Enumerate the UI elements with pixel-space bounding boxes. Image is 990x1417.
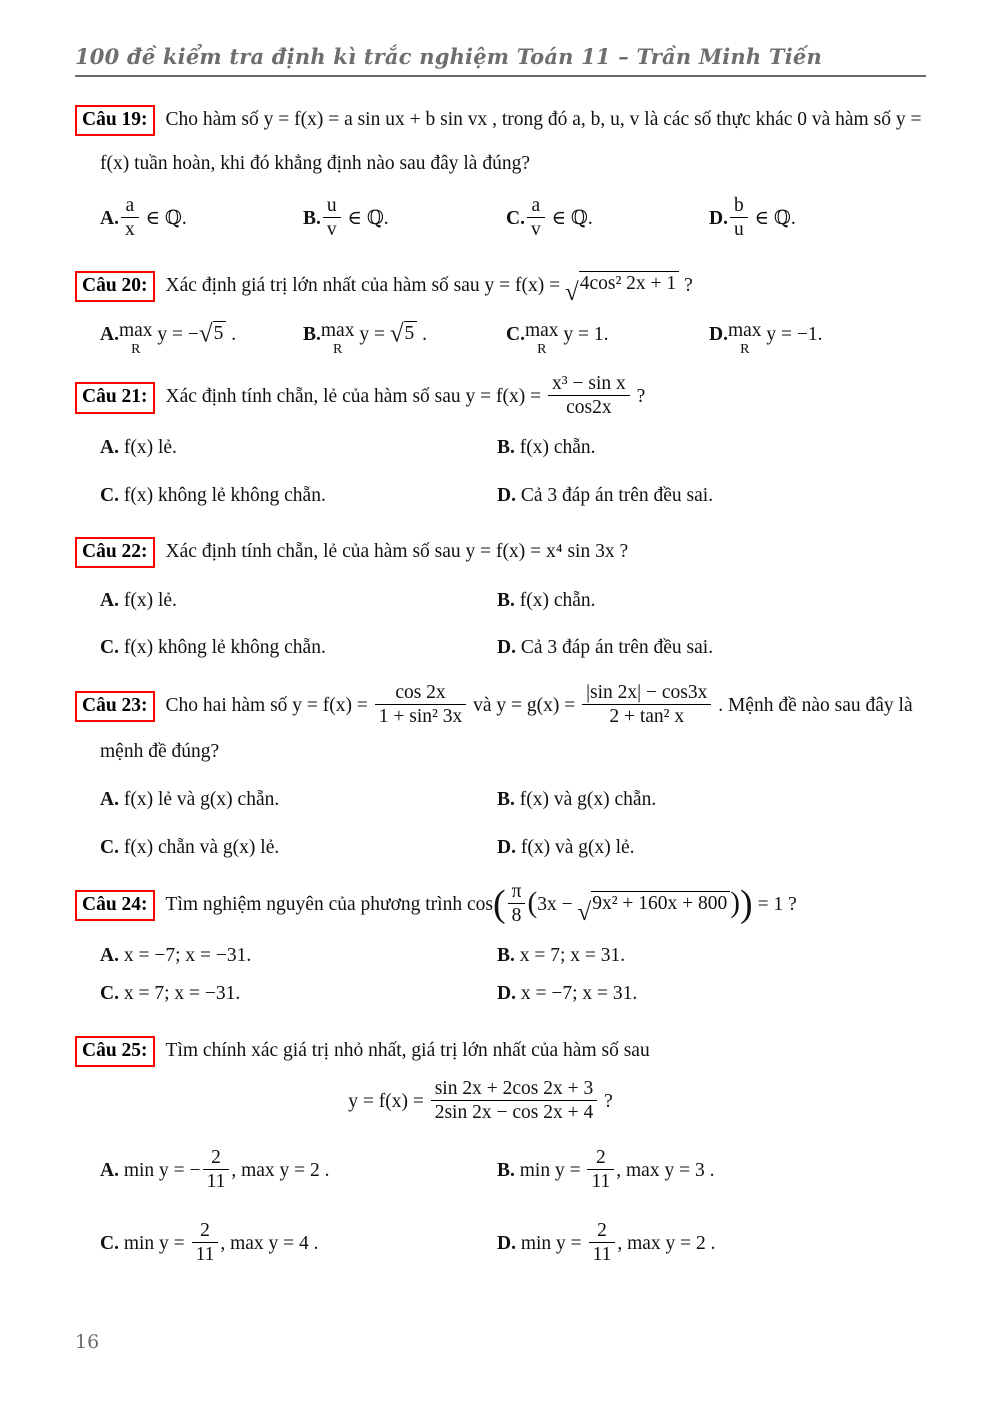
text-run: = 1 ?: [752, 894, 797, 916]
fraction-numerator: 2: [211, 1146, 221, 1168]
option-letter: A.: [100, 945, 119, 967]
math-fraction: [582, 681, 711, 728]
question-label: Câu 23:: [75, 691, 155, 722]
fraction-numerator: |sin 2x| − cos3x: [586, 681, 708, 703]
fraction-numerator: a: [125, 194, 135, 216]
option-letter: C.: [506, 207, 525, 229]
fraction-denominator: x: [121, 217, 139, 241]
page-number: 16: [75, 1331, 100, 1353]
question-body: [75, 530, 926, 574]
option-c: [100, 835, 497, 861]
question-text: [165, 881, 797, 927]
option-c: [100, 1221, 497, 1268]
fraction-denominator: v: [323, 217, 341, 241]
text-run: .: [226, 324, 237, 346]
fraction-denominator: 1 + sin² 3x: [375, 704, 466, 728]
fraction-numerator: 2: [596, 1146, 606, 1168]
radical-sign-icon: √: [198, 320, 213, 348]
text-run: min y =: [515, 1232, 587, 1254]
fraction-numerator: a: [531, 194, 541, 216]
question-body: [75, 98, 926, 186]
option-letter: C.: [100, 484, 119, 506]
math-fraction: [589, 1219, 616, 1266]
text-run: , max y = 2 .: [617, 1232, 716, 1254]
operator-name: max: [320, 320, 355, 342]
fraction-numerator: 2: [597, 1219, 607, 1241]
radical-sign-icon: √: [389, 320, 404, 348]
option-c: [506, 318, 709, 357]
text-run: y = f(x) =: [348, 1090, 429, 1112]
option-letter: A.: [100, 437, 119, 459]
question-23: [75, 683, 926, 862]
option-a: [100, 435, 497, 461]
option-letter: C.: [100, 1232, 119, 1254]
option-letter: B.: [497, 789, 515, 811]
question-body: [75, 683, 926, 774]
text-run: , max y = 3 .: [616, 1159, 715, 1181]
question-20: [75, 264, 926, 357]
option-letter: B.: [497, 437, 515, 459]
text-run: f(x) lẻ.: [118, 589, 177, 611]
page-header: 100 đề kiểm tra định kì trắc nghiệm Toán 11 – Trần Minh Tiến: [75, 44, 926, 77]
options-grid: [100, 787, 926, 861]
text-run: f(x) không lẻ không chẵn.: [118, 637, 326, 659]
option-letter: A.: [100, 789, 119, 811]
math-fraction: [548, 372, 630, 419]
options-grid: [100, 435, 926, 509]
text-run: y = 1.: [558, 324, 609, 346]
fraction-numerator: x³ − sin x: [552, 373, 626, 395]
radicand: 4cos² 2x + 1: [579, 271, 679, 294]
fraction-denominator: 2 + tan² x: [582, 704, 711, 728]
question-body: [75, 882, 926, 929]
option-letter: C.: [100, 983, 119, 1005]
text-run: x = 7; x = 31.: [514, 945, 626, 967]
option-letter: B.: [497, 945, 515, 967]
text-run: min y = −: [118, 1159, 201, 1181]
fraction-denominator: v: [527, 217, 545, 241]
radicand: 5: [404, 321, 418, 344]
fraction-denominator: 11: [203, 1169, 230, 1193]
option-d: [497, 1221, 926, 1268]
fraction-denominator: 2sin 2x − cos 2x + 4: [431, 1100, 598, 1124]
fraction-denominator: 11: [192, 1242, 219, 1266]
question-text: [100, 681, 913, 762]
option-c: [100, 483, 497, 509]
text-run: ∈ ℚ.: [749, 207, 796, 229]
text-run: min y =: [514, 1159, 586, 1181]
text-run: f(x) và g(x) chẵn.: [514, 789, 657, 811]
option-a: [100, 318, 303, 357]
math-fraction: [587, 1146, 614, 1193]
question-text: [166, 1040, 650, 1061]
text-run: f(x) chẵn.: [514, 589, 596, 611]
question-text: [166, 541, 629, 562]
option-b: [497, 787, 926, 813]
option-letter: D.: [497, 484, 516, 506]
option-b: [497, 1148, 926, 1195]
fraction-denominator: u: [730, 217, 748, 241]
option-c: [100, 981, 497, 1007]
math-fraction: [323, 194, 341, 241]
text-run: và y = g(x) =: [468, 694, 581, 716]
option-letter: A.: [100, 589, 119, 611]
option-b: [497, 435, 926, 461]
question-21: [75, 374, 926, 509]
text-run: f(x) và g(x) lẻ.: [515, 836, 635, 858]
text-run: min y =: [118, 1232, 190, 1254]
option-b: [497, 588, 926, 614]
text-run: , max y = 4 .: [220, 1232, 319, 1254]
math-radical: [390, 321, 417, 347]
fraction-numerator: b: [733, 194, 744, 216]
text-run: x = −7; x = −31.: [118, 945, 252, 967]
text-run: Cho hàm số y = f(x) = a sin ux + b sin vx , trong đó a, b, u, v là các số thực khác 0 và hàm số y = f(x) tuần hoàn, khi đó khẳng định nào sau đây là đúng?: [100, 109, 922, 174]
option-d: [497, 635, 926, 661]
math-paren: (: [527, 886, 538, 919]
radicand: 9x² + 160x + 800: [591, 891, 730, 914]
operator-name: max: [727, 320, 762, 342]
option-c: [100, 635, 497, 661]
question-text: [165, 373, 646, 419]
math-radical: [565, 262, 679, 306]
question-24: [75, 882, 926, 1008]
text-run: , max y = 2 .: [231, 1159, 330, 1181]
option-letter: A.: [100, 207, 119, 229]
fraction-denominator: 8: [508, 903, 526, 927]
option-d: [709, 318, 823, 357]
math-fraction: [192, 1219, 219, 1266]
text-run: Xác định giá trị lớn nhất của hàm số sau y = f(x) =: [165, 274, 566, 296]
text-run: Tìm nghiệm nguyên của phương trình cos: [165, 894, 493, 916]
text-run: y =: [354, 324, 390, 346]
question-label: Câu 20:: [75, 271, 155, 302]
text-run: f(x) chẵn và g(x) lẻ.: [118, 836, 280, 858]
option-a: [100, 787, 497, 813]
text-run: .: [417, 324, 428, 346]
option-letter: B.: [303, 324, 321, 346]
text-run: 3x −: [537, 894, 578, 916]
math-fraction: [121, 194, 139, 241]
operator-name: max: [118, 320, 153, 342]
option-letter: B.: [303, 207, 321, 229]
math-paren: ): [730, 886, 741, 919]
option-d: [497, 981, 926, 1007]
option-d: [709, 196, 796, 243]
text-run: Xác định tính chẵn, lẻ của hàm số sau y = f(x) = x⁴ sin 3x ?: [165, 541, 629, 563]
option-a: [100, 196, 303, 243]
fraction-denominator: cos2x: [548, 395, 630, 419]
option-a: [100, 943, 497, 969]
option-b: [303, 318, 506, 357]
operator-name: max: [524, 320, 559, 342]
fraction-denominator: 11: [587, 1169, 614, 1193]
option-letter: D.: [709, 324, 728, 346]
option-letter: C.: [100, 637, 119, 659]
text-run: x = −7; x = 31.: [515, 983, 638, 1005]
text-run: ?: [631, 386, 646, 408]
math-fraction: [375, 681, 466, 728]
radical-sign-icon: √: [577, 898, 592, 926]
option-letter: C.: [100, 836, 119, 858]
math-radical: [577, 882, 730, 926]
options-grid: [100, 588, 926, 662]
text-run: Cả 3 đáp án trên đều sai.: [515, 637, 714, 659]
question-body: [75, 264, 926, 308]
option-d: [497, 483, 926, 509]
radical-sign-icon: √: [565, 279, 579, 307]
fraction-denominator: 11: [589, 1242, 616, 1266]
math-operator-stack: [321, 321, 355, 356]
options-grid: [100, 943, 926, 1008]
fraction-numerator: cos 2x: [395, 681, 446, 703]
question-text: [165, 273, 693, 307]
math-operator-stack: [728, 321, 762, 356]
option-letter: C.: [506, 324, 525, 346]
question-body: [75, 374, 926, 421]
fraction-numerator: u: [326, 194, 337, 216]
question-body: [75, 1029, 926, 1073]
operator-subscript: R: [740, 340, 750, 357]
question-text: [100, 109, 921, 174]
text-run: ∈ ℚ.: [546, 207, 593, 229]
option-letter: D.: [497, 1232, 516, 1254]
math-operator-stack: [525, 321, 559, 356]
text-run: f(x) lẻ và g(x) chẵn.: [118, 789, 280, 811]
operator-subscript: R: [333, 340, 343, 357]
math-fraction: [431, 1077, 598, 1124]
text-run: Xác định tính chẵn, lẻ của hàm số sau y = f(x) =: [165, 386, 547, 408]
question-formula: [75, 1079, 886, 1126]
text-run: f(x) lẻ.: [118, 437, 177, 459]
math-fraction: [730, 194, 748, 241]
question-label: Câu 25:: [75, 1036, 155, 1067]
option-letter: D.: [497, 836, 516, 858]
operator-subscript: R: [131, 340, 141, 357]
math-paren: ): [740, 882, 753, 925]
options-row: [100, 318, 926, 357]
text-run: Tìm chính xác giá trị nhỏ nhất, giá trị lớn nhất của hàm số sau: [165, 1039, 650, 1061]
option-letter: D.: [497, 983, 516, 1005]
option-b: [303, 196, 506, 243]
math-paren: (: [492, 882, 506, 925]
text-run: Cho hai hàm số y = f(x) =: [165, 694, 373, 716]
question-22: [75, 530, 926, 662]
text-run: ?: [599, 1090, 613, 1112]
math-radical: [199, 321, 226, 347]
math-fraction: [508, 880, 526, 927]
fraction-numerator: π: [511, 881, 522, 903]
text-run: f(x) chẵn.: [514, 437, 596, 459]
operator-subscript: R: [537, 340, 547, 357]
option-d: [497, 835, 926, 861]
question-19: [75, 98, 926, 243]
option-letter: A.: [100, 324, 119, 346]
fraction-numerator: sin 2x + 2cos 2x + 3: [434, 1077, 594, 1099]
math-operator-stack: [119, 321, 153, 356]
question-label: Câu 19:: [75, 105, 155, 136]
options-grid: [100, 1148, 926, 1268]
option-letter: B.: [497, 589, 515, 611]
radicand: 5: [213, 321, 227, 344]
text-run: Cả 3 đáp án trên đều sai.: [515, 484, 714, 506]
question-label: Câu 24:: [75, 890, 155, 921]
question-label: Câu 22:: [75, 537, 155, 568]
text-run: f(x) không lẻ không chẵn.: [118, 484, 326, 506]
math-fraction: [203, 1146, 230, 1193]
option-a: [100, 588, 497, 614]
text-run: . Mệnh đề nào sau đây là mệnh đề đúng?: [100, 694, 913, 762]
text-run: y = −: [152, 324, 199, 346]
option-b: [497, 943, 926, 969]
text-run: ∈ ℚ.: [342, 207, 389, 229]
option-letter: A.: [100, 1159, 119, 1181]
text-run: x = 7; x = −31.: [118, 983, 241, 1005]
options-row: [100, 196, 926, 243]
math-fraction: [527, 194, 545, 241]
fraction-numerator: 2: [200, 1219, 210, 1241]
question-label: Câu 21:: [75, 382, 155, 413]
option-letter: D.: [709, 207, 728, 229]
option-c: [506, 196, 709, 243]
option-letter: D.: [497, 637, 516, 659]
question-25: [75, 1029, 926, 1268]
text-run: ?: [679, 274, 693, 296]
text-run: ∈ ℚ.: [140, 207, 187, 229]
option-letter: B.: [497, 1159, 515, 1181]
option-a: [100, 1148, 497, 1195]
text-run: y = −1.: [761, 324, 823, 346]
